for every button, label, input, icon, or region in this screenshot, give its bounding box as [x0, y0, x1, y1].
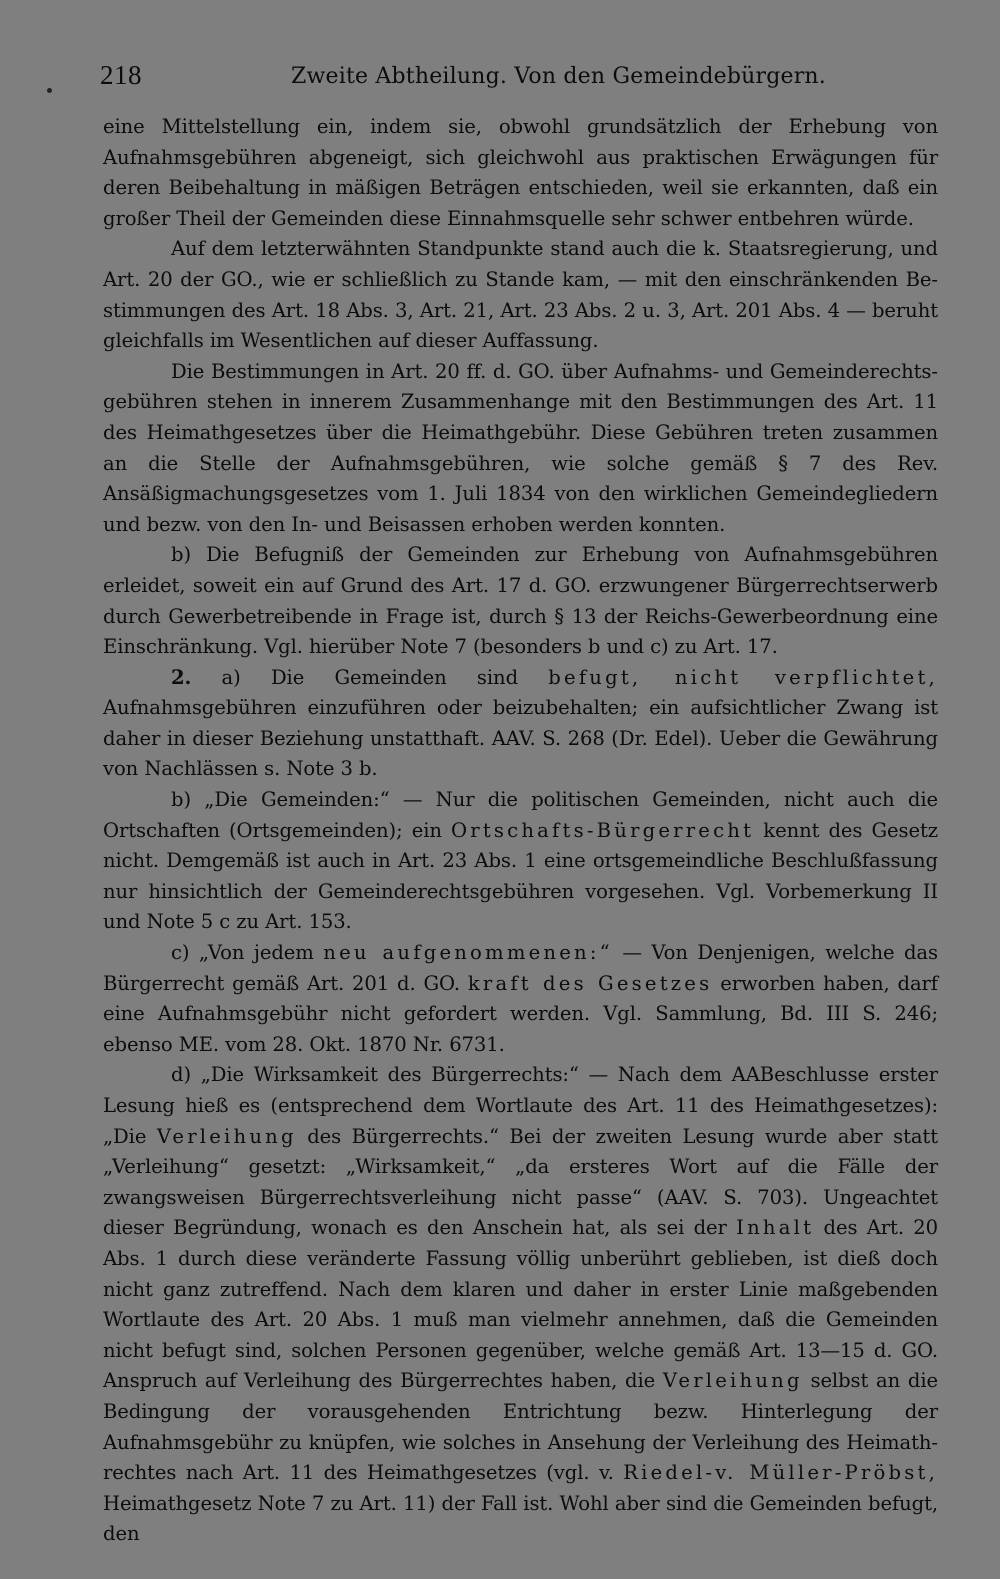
note-2d: d) „Die Wirksamkeit des Bürgerrechts:“ — Nach dem AABeschlusse erster Lesung hieß es (entsprechend dem Wortlaute des Art. 11 des Heimathgesetzes): „Die Verleihung des Bürgerrechts.“ Bei der zweiten Lesung wurde aber statt „Verleihung“ gesetzt: „Wirksamkeit,“ „da ersteres Wort auf die Fälle der zwangsweisen Bürgerrechtsverleihung nicht passe“ (AAV. S. 703). Ungeachtet dieser Begründung, wonach es den Anschein hat, als sei der Inhalt des Art. 20 Abs. 1 durch diese veränderte Fassung völlig unberührt geblieben, ist dieß doch nicht ganz zutreffend. Nach dem klaren und daher in erster Linie maßgebenden Wortlaute des Art. 20 Abs. 1 muß man vielmehr annehmen, daß die Gemeinden nicht befugt sind, solchen Personen gegenüber, welche gemäß Art. 13—15 d. GO. Anspruch auf Verleihung des Bürgerrechtes haben, die Verleihung selbst an die Bedingung der vorausgehenden Entrichtung bezw. Hinterlegung der Aufnahmsgebühr zu knüpfen, wie solches in Ansehung der Verleihung des Heimathrechtes nach Art. 11 des Heimathgesetzes (vgl. v. Riedel-v. Müller-Pröbst, Heimathgesetz Note 7 zu Art. 11) der Fall ist. Wohl aber sind die Gemeinden befugt, den: [103, 1063, 939, 1546]
paragraph-state-government: Auf dem letzterwähnten Standpunkte stand auch die k. Staatsregierung, und Art. 20 der GO., wie er schließlich zu Stande kam, — mit den einschränkenden Bestimmungen des Art. 18 Abs. 3, Art. 21, Art. 23 Abs. 2 u. 3, Art. 201 Abs. 4 — beruht gleichfalls im Wesentlichen auf dieser Auffassung.: [103, 237, 938, 353]
note-2b: b) „Die Gemeinden:“ — Nur die politischen Gemeinden, nicht auch die Ortschaften (Ortsgemeinden); ein Ortschafts-Bürgerrecht kennt des Gesetz nicht. Demgemäß ist auch in Art. 23 Abs. 1 eine ortsgemeindliche Beschlußfassung nur hinsichtlich der Gemeinderechtsgebühren vorgesehen. Vgl. Vorbemerkung II und Note 5 c zu Art. 153.: [103, 788, 938, 934]
page-header: [100, 56, 938, 104]
paragraph-provisions: Die Bestimmungen in Art. 20 ff. d. GO. über Aufnahms- und Gemeinderechtsgebühren stehen in innerem Zusammenhange mit den Bestimmungen des Art. 11 des Heimathgesetzes über die Heimathgebühr. Diese Gebühren treten zusammen an die Stelle der Aufnahmsgebühren, wie solche gemäß § 7 des Rev. Ansäßigmachungsgesetzes vom 1. Juli 1834 von den wirklichen Gemeindegliedern und bezw. von den In- und Beisassen erhoben werden konnten.: [103, 359, 938, 536]
note-number: 2.: [171, 665, 192, 689]
body-text: [103, 112, 938, 1550]
paragraph-continuation: eine Mittelstellung ein, indem sie, obwohl grundsätzlich der Erhebung von Aufnahmsgebühren abgeneigt, sich gleichwohl aus praktischen Erwägungen für deren Beibehaltung in mäßigen Beträgen entschieden, weil sie erkannten, daß ein großer Theil der Gemeinden diese Einnahmsquelle sehr schwer entbehren würde.: [103, 115, 938, 230]
note-2c: c) „Von jedem neu aufgenommenen:“ — Von Denjenigen, welche das Bürgerrecht gemäß Art. 201 d. GO. kraft des Gesetzes erworben haben, darf eine Aufnahmsgebühr nicht gefordert werden. Vgl. Sammlung, Bd. III S. 246; ebenso ME. vom 28. Okt. 1870 Nr. 6731.: [103, 941, 938, 1056]
page-number: 218: [100, 60, 142, 90]
margin-speck: [47, 88, 52, 93]
running-head: Zweite Abtheilung. Von den Gemeindebürgern.: [291, 64, 826, 89]
paragraph-note-b: b) Die Befugniß der Gemeinden zur Erhebung von Aufnahmsgebühren erleidet, soweit ein auf Grund des Art. 17 d. GO. erzwungener Bürgerrechtserwerb durch Gewerbetreibende in Frage ist, durch § 13 der Reichs-Gewerbeordnung eine Einschränkung. Vgl. hierüber Note 7 (besonders b und c) zu Art. 17.: [103, 543, 938, 659]
note-2a: 2. a) Die Gemeinden sind befugt, nicht verpflichtet, Aufnahmsgebühren einzuführen oder beizubehalten; ein aufsichtlicher Zwang ist daher in dieser Beziehung unstatthaft. AAV. S. 268 (Dr. Edel). Ueber die Gewährung von Nachlässen s. Note 3 b.: [103, 665, 938, 781]
